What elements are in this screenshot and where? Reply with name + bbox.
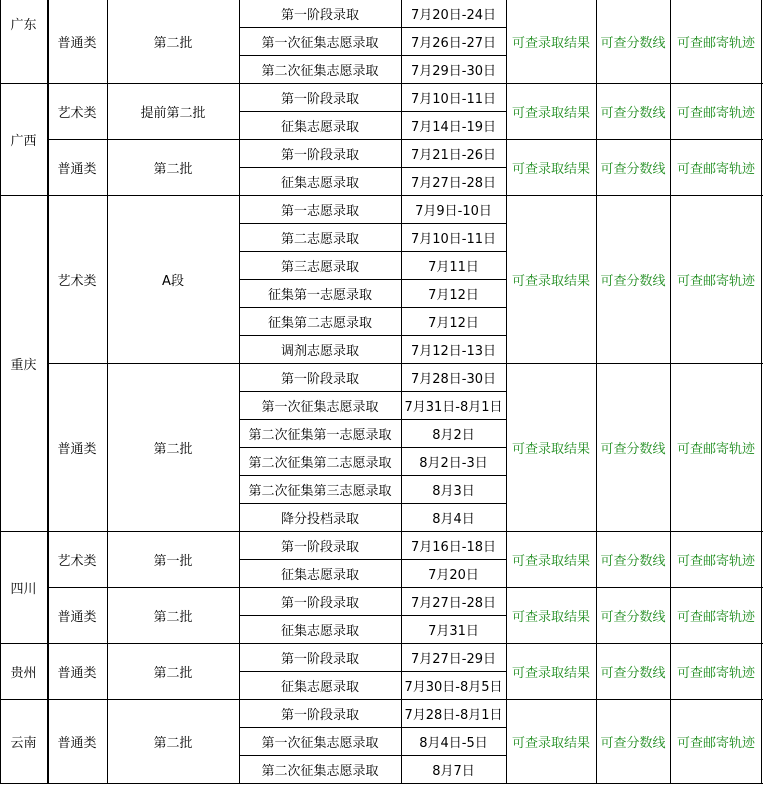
grid-line: [0, 0, 1, 784]
check-score-link[interactable]: 可查分数线: [600, 161, 666, 177]
check-result-link[interactable]: 可查录取结果: [511, 609, 590, 625]
check-mail-link[interactable]: 可查邮寄轨迹: [676, 735, 755, 751]
batch-cell: 第二批: [153, 735, 193, 751]
date-cell: 8月2日-3日: [419, 455, 488, 471]
check-score-link[interactable]: 可查分数线: [600, 441, 666, 457]
grid-line: [107, 0, 108, 784]
batch-cell: 第二批: [153, 441, 193, 457]
grid-line: [506, 0, 507, 784]
date-cell: 7月10日-11日: [410, 91, 497, 107]
date-cell: 7月12日-13日: [410, 343, 497, 359]
date-cell: 8月4日-5日: [419, 735, 488, 751]
grid-line: [761, 0, 762, 784]
stage-cell: 征集第二志愿录取: [267, 315, 372, 331]
date-cell: 7月29日-30日: [410, 63, 497, 79]
check-result-link[interactable]: 可查录取结果: [511, 441, 590, 457]
category-cell: 普通类: [57, 441, 97, 457]
check-score-link[interactable]: 可查分数线: [600, 553, 666, 569]
batch-cell: 第一批: [153, 553, 193, 569]
check-mail-link[interactable]: 可查邮寄轨迹: [676, 105, 755, 121]
stage-cell: 第三志愿录取: [280, 259, 359, 275]
check-score-link[interactable]: 可查分数线: [600, 609, 666, 625]
check-mail-link[interactable]: 可查邮寄轨迹: [676, 273, 755, 289]
grid-line: [401, 0, 402, 784]
date-cell: 7月26日-27日: [410, 35, 497, 51]
check-mail-link[interactable]: 可查邮寄轨迹: [676, 665, 755, 681]
check-result-link[interactable]: 可查录取结果: [511, 35, 590, 51]
stage-cell: 降分投档录取: [280, 511, 359, 527]
stage-cell: 第一阶段录取: [280, 595, 359, 611]
grid-line: [48, 0, 49, 784]
grid-line: [670, 0, 671, 784]
batch-cell: 第二批: [153, 35, 193, 51]
stage-cell: 征集志愿录取: [280, 175, 359, 191]
category-cell: 普通类: [57, 35, 97, 51]
date-cell: 8月7日: [432, 763, 475, 779]
category-cell: 艺术类: [57, 273, 97, 289]
date-cell: 7月31日: [428, 623, 479, 639]
stage-cell: 第一次征集志愿录取: [261, 735, 379, 751]
stage-cell: 第一次征集志愿录取: [261, 399, 379, 415]
stage-cell: 第二志愿录取: [280, 231, 359, 247]
category-cell: 普通类: [57, 609, 97, 625]
stage-cell: 第二次征集第三志愿录取: [248, 483, 392, 499]
category-cell: 普通类: [57, 161, 97, 177]
date-cell: 7月27日-28日: [410, 595, 497, 611]
stage-cell: 征集志愿录取: [280, 679, 359, 695]
date-cell: 7月16日-18日: [410, 539, 497, 555]
stage-cell: 征集志愿录取: [280, 623, 359, 639]
category-cell: 艺术类: [57, 105, 97, 121]
stage-cell: 征集志愿录取: [280, 567, 359, 583]
check-result-link[interactable]: 可查录取结果: [511, 273, 590, 289]
check-mail-link[interactable]: 可查邮寄轨迹: [676, 35, 755, 51]
date-cell: 7月20日-24日: [410, 7, 497, 23]
province-cell: 云南: [10, 735, 37, 751]
date-cell: 8月3日: [432, 483, 475, 499]
stage-cell: 第二次征集第一志愿录取: [248, 427, 392, 443]
province-cell: 四川: [10, 581, 37, 597]
province-cell: 重庆: [10, 357, 37, 373]
category-cell: 普通类: [57, 735, 97, 751]
check-result-link[interactable]: 可查录取结果: [511, 161, 590, 177]
check-score-link[interactable]: 可查分数线: [600, 273, 666, 289]
check-mail-link[interactable]: 可查邮寄轨迹: [676, 553, 755, 569]
batch-cell: A段: [162, 273, 184, 289]
grid-line: [239, 0, 240, 784]
date-cell: 7月27日-28日: [410, 175, 497, 191]
date-cell: 7月12日: [428, 287, 479, 303]
stage-cell: 征集第一志愿录取: [267, 287, 372, 303]
stage-cell: 征集志愿录取: [280, 119, 359, 135]
batch-cell: 第二批: [153, 609, 193, 625]
check-result-link[interactable]: 可查录取结果: [511, 665, 590, 681]
stage-cell: 调剂志愿录取: [280, 343, 359, 359]
stage-cell: 第一阶段录取: [280, 91, 359, 107]
date-cell: 7月20日: [428, 567, 479, 583]
stage-cell: 第一次征集志愿录取: [261, 35, 379, 51]
date-cell: 7月28日-30日: [410, 371, 497, 387]
stage-cell: 第二次征集志愿录取: [261, 63, 379, 79]
date-cell: 7月27日-29日: [410, 651, 497, 667]
stage-cell: 第一志愿录取: [280, 203, 359, 219]
batch-cell: 第二批: [153, 665, 193, 681]
check-mail-link[interactable]: 可查邮寄轨迹: [676, 609, 755, 625]
province-cell: 广西: [10, 133, 37, 149]
province-cell: 广东: [10, 17, 37, 33]
date-cell: 7月9日-10日: [415, 203, 492, 219]
date-cell: 8月2日: [432, 427, 475, 443]
date-cell: 7月14日-19日: [410, 119, 497, 135]
date-cell: 7月12日: [428, 315, 479, 331]
date-cell: 7月10日-11日: [410, 231, 497, 247]
date-cell: 7月28日-8月1日: [404, 707, 503, 723]
batch-cell: 提前第二批: [140, 105, 206, 121]
check-mail-link[interactable]: 可查邮寄轨迹: [676, 161, 755, 177]
check-score-link[interactable]: 可查分数线: [600, 665, 666, 681]
check-score-link[interactable]: 可查分数线: [600, 35, 666, 51]
date-cell: 7月30日-8月5日: [404, 679, 503, 695]
stage-cell: 第一阶段录取: [280, 7, 359, 23]
province-cell: 贵州: [10, 665, 37, 681]
category-cell: 艺术类: [57, 553, 97, 569]
date-cell: 7月31日-8月1日: [404, 399, 503, 415]
date-cell: 7月11日: [428, 259, 479, 275]
category-cell: 普通类: [57, 665, 97, 681]
stage-cell: 第一阶段录取: [280, 371, 359, 387]
check-result-link[interactable]: 可查录取结果: [511, 735, 590, 751]
check-result-link[interactable]: 可查录取结果: [511, 105, 590, 121]
stage-cell: 第二次征集第二志愿录取: [248, 455, 392, 471]
batch-cell: 第二批: [153, 161, 193, 177]
grid-line: [0, 783, 763, 784]
date-cell: 7月21日-26日: [410, 147, 497, 163]
stage-cell: 第一阶段录取: [280, 707, 359, 723]
check-score-link[interactable]: 可查分数线: [600, 735, 666, 751]
stage-cell: 第一阶段录取: [280, 147, 359, 163]
check-mail-link[interactable]: 可查邮寄轨迹: [676, 441, 755, 457]
grid-line: [596, 0, 597, 784]
stage-cell: 第一阶段录取: [280, 651, 359, 667]
stage-cell: 第二次征集志愿录取: [261, 763, 379, 779]
check-score-link[interactable]: 可查分数线: [600, 105, 666, 121]
stage-cell: 第一阶段录取: [280, 539, 359, 555]
date-cell: 8月4日: [432, 511, 475, 527]
check-result-link[interactable]: 可查录取结果: [511, 553, 590, 569]
